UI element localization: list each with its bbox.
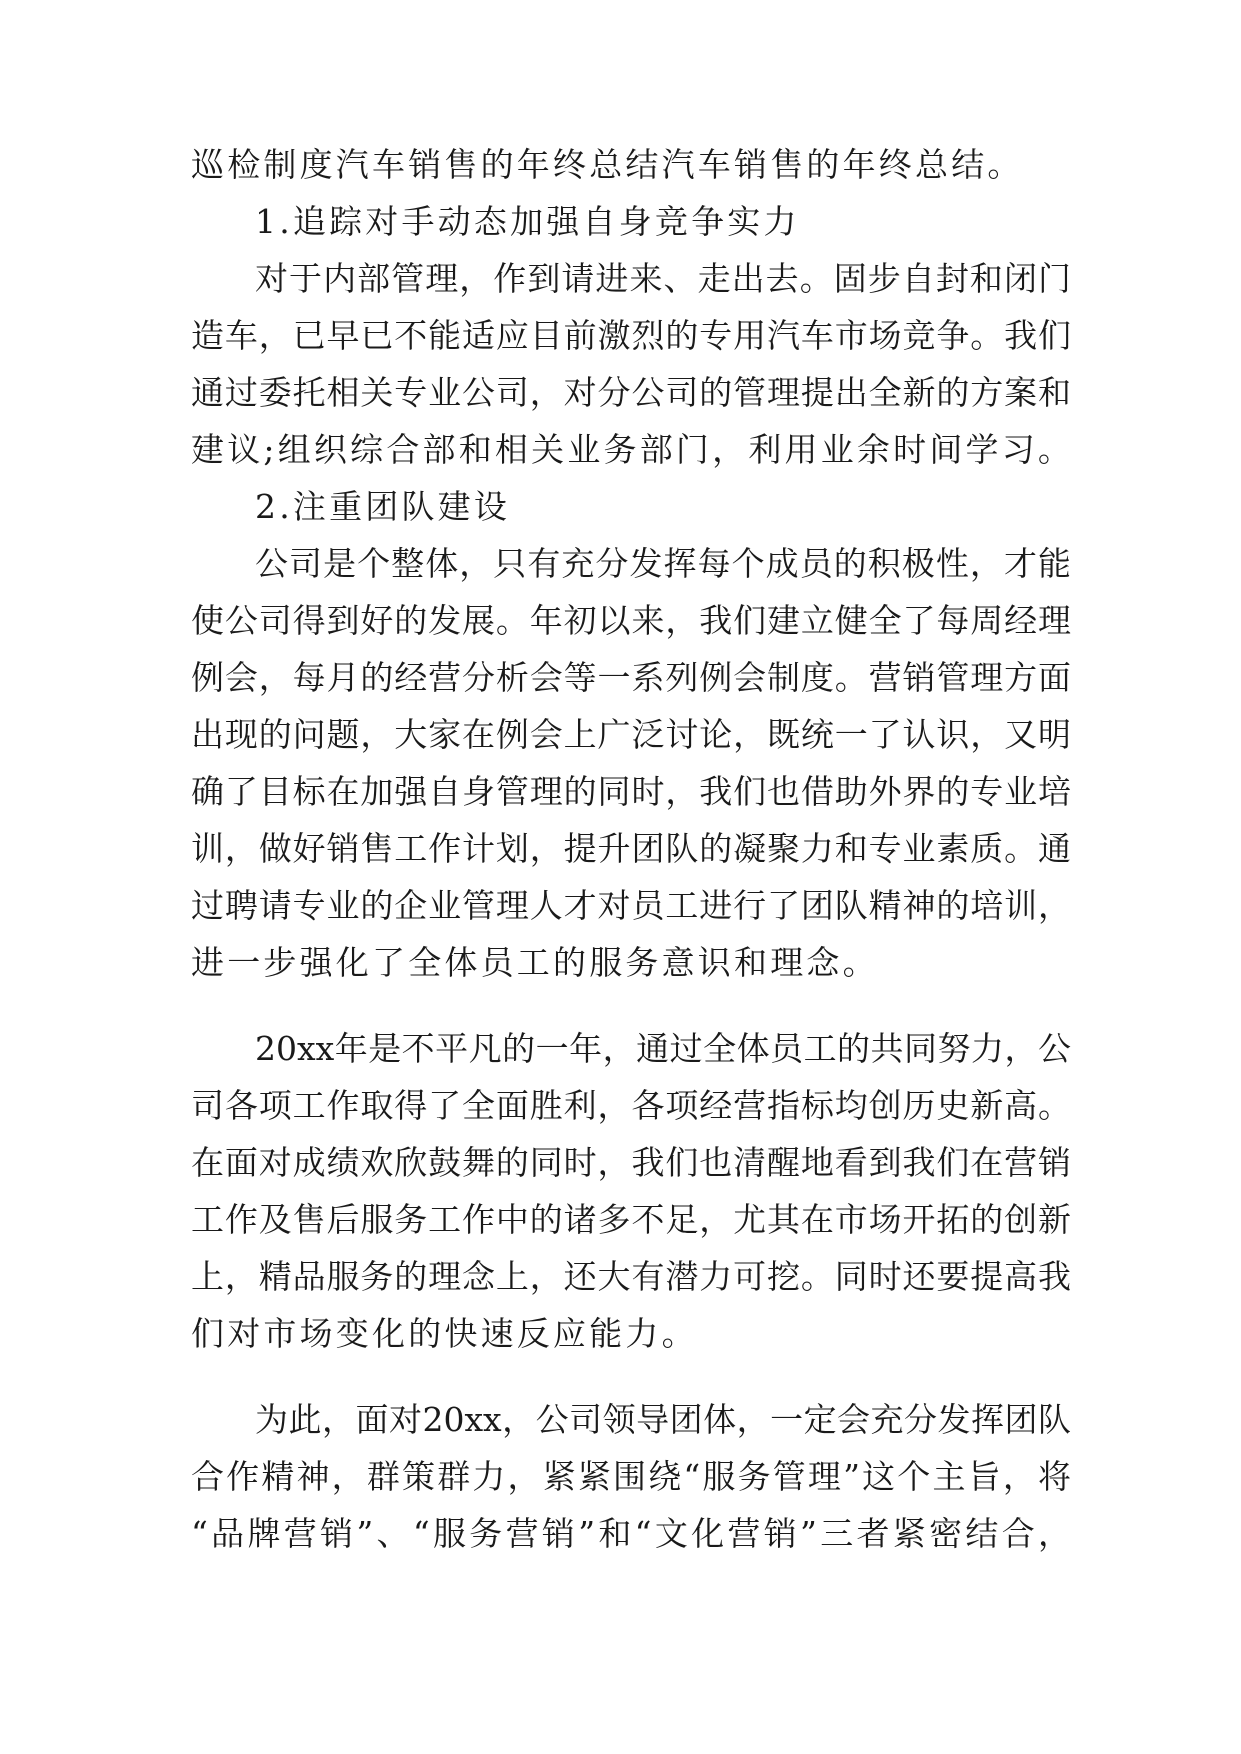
text-line: 训，做好销售工作计划，提升团队的凝聚力和专业素质。通 xyxy=(191,829,1071,868)
text-line: 造车，已早已不能适应目前激烈的专用汽车市场竞争。我们 xyxy=(191,316,1071,355)
text-line: 上，精品服务的理念上，还大有潜力可挖。同时还要提高我 xyxy=(191,1257,1071,1296)
text-line: 工作及售后服务工作中的诸多不足，尤其在市场开拓的创新 xyxy=(191,1200,1071,1239)
section-heading: 1.追踪对手动态加强自身竞争实力 xyxy=(255,202,800,241)
text-line: 20xx年是不平凡的一年，通过全体员工的共同努力，公 xyxy=(255,1029,1071,1068)
text-line: 使公司得到好的发展。年初以来，我们建立健全了每周经理 xyxy=(191,601,1071,640)
text-line: 进一步强化了全体员工的服务意识和理念。 xyxy=(191,943,879,982)
text-line: 对于内部管理，作到请进来、走出去。固步自封和闭门 xyxy=(255,259,1071,298)
text-line: “品牌营销”、“服务营销”和“文化营销”三者紧密结合， xyxy=(191,1514,1071,1553)
text-line: 例会，每月的经营分析会等一系列例会制度。营销管理方面 xyxy=(191,658,1071,697)
text-line: 确了目标在加强自身管理的同时，我们也借助外界的专业培 xyxy=(191,772,1071,811)
text-line: 建议;组织综合部和相关业务部门，利用业余时间学习。 xyxy=(191,430,1075,469)
text-line: 巡检制度汽车销售的年终总结汽车销售的年终总结。 xyxy=(191,145,1024,184)
text-line: 们对市场变化的快速反应能力。 xyxy=(191,1314,698,1353)
text-line: 出现的问题，大家在例会上广泛讨论，既统一了认识，又明 xyxy=(191,715,1071,754)
section-heading: 2.注重团队建设 xyxy=(255,487,511,526)
text-line: 在面对成绩欢欣鼓舞的同时，我们也清醒地看到我们在营销 xyxy=(191,1143,1071,1182)
text-line: 通过委托相关专业公司，对分公司的管理提出全新的方案和 xyxy=(191,373,1071,412)
text-line: 为此，面对20xx，公司领导团体，一定会充分发挥团队 xyxy=(255,1400,1071,1439)
text-line: 合作精神，群策群力，紧紧围绕“服务管理”这个主旨，将 xyxy=(191,1457,1071,1496)
text-line: 公司是个整体，只有充分发挥每个成员的积极性，才能 xyxy=(255,544,1071,583)
text-line: 过聘请专业的企业管理人才对员工进行了团队精神的培训， xyxy=(191,886,1071,925)
text-line: 司各项工作取得了全面胜利，各项经营指标均创历史新高。 xyxy=(191,1086,1071,1125)
